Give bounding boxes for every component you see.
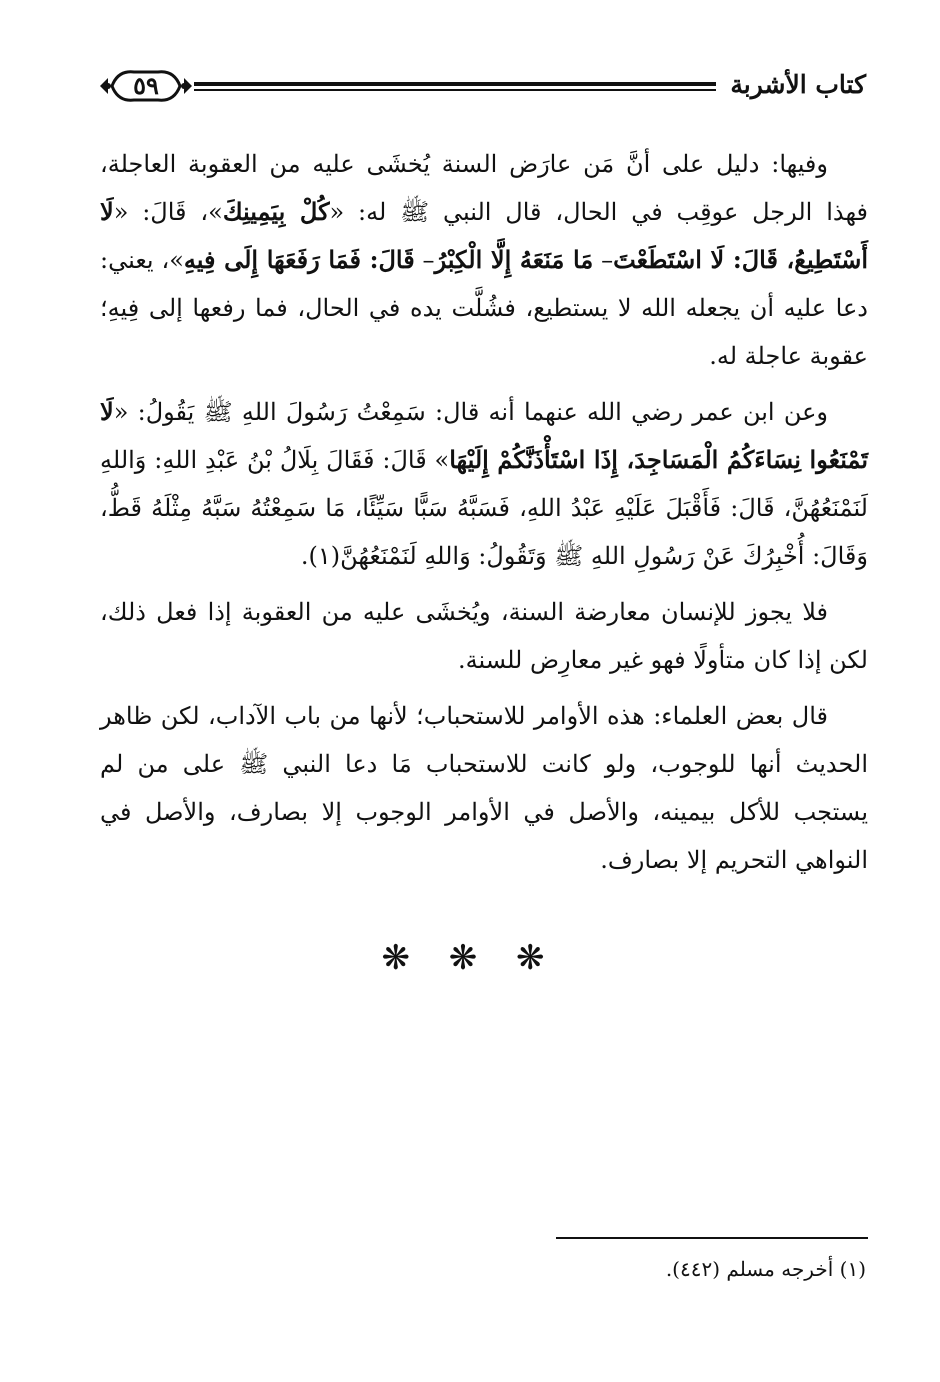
page-header xyxy=(98,62,866,114)
book-title: كتاب الأشربة xyxy=(730,70,866,99)
footnote: (١) أخرجه مسلم (٤٤٢). xyxy=(665,1257,866,1281)
text-run: »، يعني: دعا عليه أن يجعله الله لا يستطيع، فشُلَّت يده في الحال، فما رفعها إلى فِيهِ؛ عقوبة عاجلة له. xyxy=(100,246,868,370)
paragraph xyxy=(100,692,868,884)
quoted-text: مَا مَنَعَهُ إِلَّا الْكِبْرُ xyxy=(434,245,594,274)
body-text xyxy=(100,140,868,892)
quoted-text: لَا أَسْتَطِيعُ، قَالَ: لَا اسْتَطَعْتَ xyxy=(100,197,868,274)
text-run: – xyxy=(414,246,435,274)
page-number-badge xyxy=(98,66,194,106)
text-run: » قَالَ: فَقَالَ بِلَالُ بْنُ عَبْدِ اللهِ: وَاللهِ لَنَمْنَعُهُنَّ، قَالَ: فَأَقْبَلَ عَلَيْهِ عَبْدُ اللهِ، فَسَبَّهُ سَبًّا سَيِّئًا، مَا سَمِعْتُهُ سَبَّهُ مِثْلَهُ قَطُّ، وَقَالَ: أُخْبِرُكَ عَنْ رَسُولِ اللهِ ﷺ وَتَقُولُ: وَاللهِ لَنَمْنَعُهُنَّ(١). xyxy=(100,446,868,570)
quoted-text: كُلْ بِيَمِينِكَ xyxy=(222,197,330,226)
quoted-text: لَا تَمْنَعُوا نِسَاءَكُمُ الْمَسَاجِدَ، إِذَا اسْتَأْذَنَّكُمْ إِلَيْهَا xyxy=(100,397,868,474)
text-run: »، قَالَ: « xyxy=(113,198,223,226)
section-end-ornament: ❋ ❋ ❋ xyxy=(381,938,559,978)
paragraph xyxy=(100,140,868,380)
text-run: قال بعض العلماء: هذه الأوامر للاستحباب؛ لأنها من باب الآداب، لكن ظاهر الحديث أنها للوجوب، ولو كانت للاستحباب مَا دعا النبي ﷺ على من لم يستجب للأكل بيمينه، والأصل في الأوامر الوجوب إلا بصارف، والأصل في النواهي التحريم إلا بصارف. xyxy=(100,702,868,874)
text-run: – xyxy=(593,246,614,274)
quoted-text: قَالَ: فَمَا رَفَعَهَا إِلَى فِيهِ xyxy=(183,245,415,274)
text-run: فلا يجوز للإنسان معارضة السنة، ويُخشَى عليه من العقوبة إذا فعل ذلك، لكن إذا كان متأولًا فهو غير معارِض للسنة. xyxy=(100,598,868,674)
page-number: ٥٩ xyxy=(133,71,159,100)
header-rule xyxy=(194,82,716,91)
footnote-rule xyxy=(556,1237,868,1239)
paragraph xyxy=(100,588,868,684)
text-run: وعن ابن عمر رضي الله عنهما أنه قال: سَمِعْتُ رَسُولَ اللهِ ﷺ يَقُولُ: « xyxy=(113,398,828,426)
paragraph xyxy=(100,388,868,580)
text-run: وفيها: دليل على أنَّ مَن عارَض السنة يُخشَى عليه من العقوبة العاجلة، فهذا الرجل عوقِب في الحال، قال النبي ﷺ له: « xyxy=(100,150,868,226)
